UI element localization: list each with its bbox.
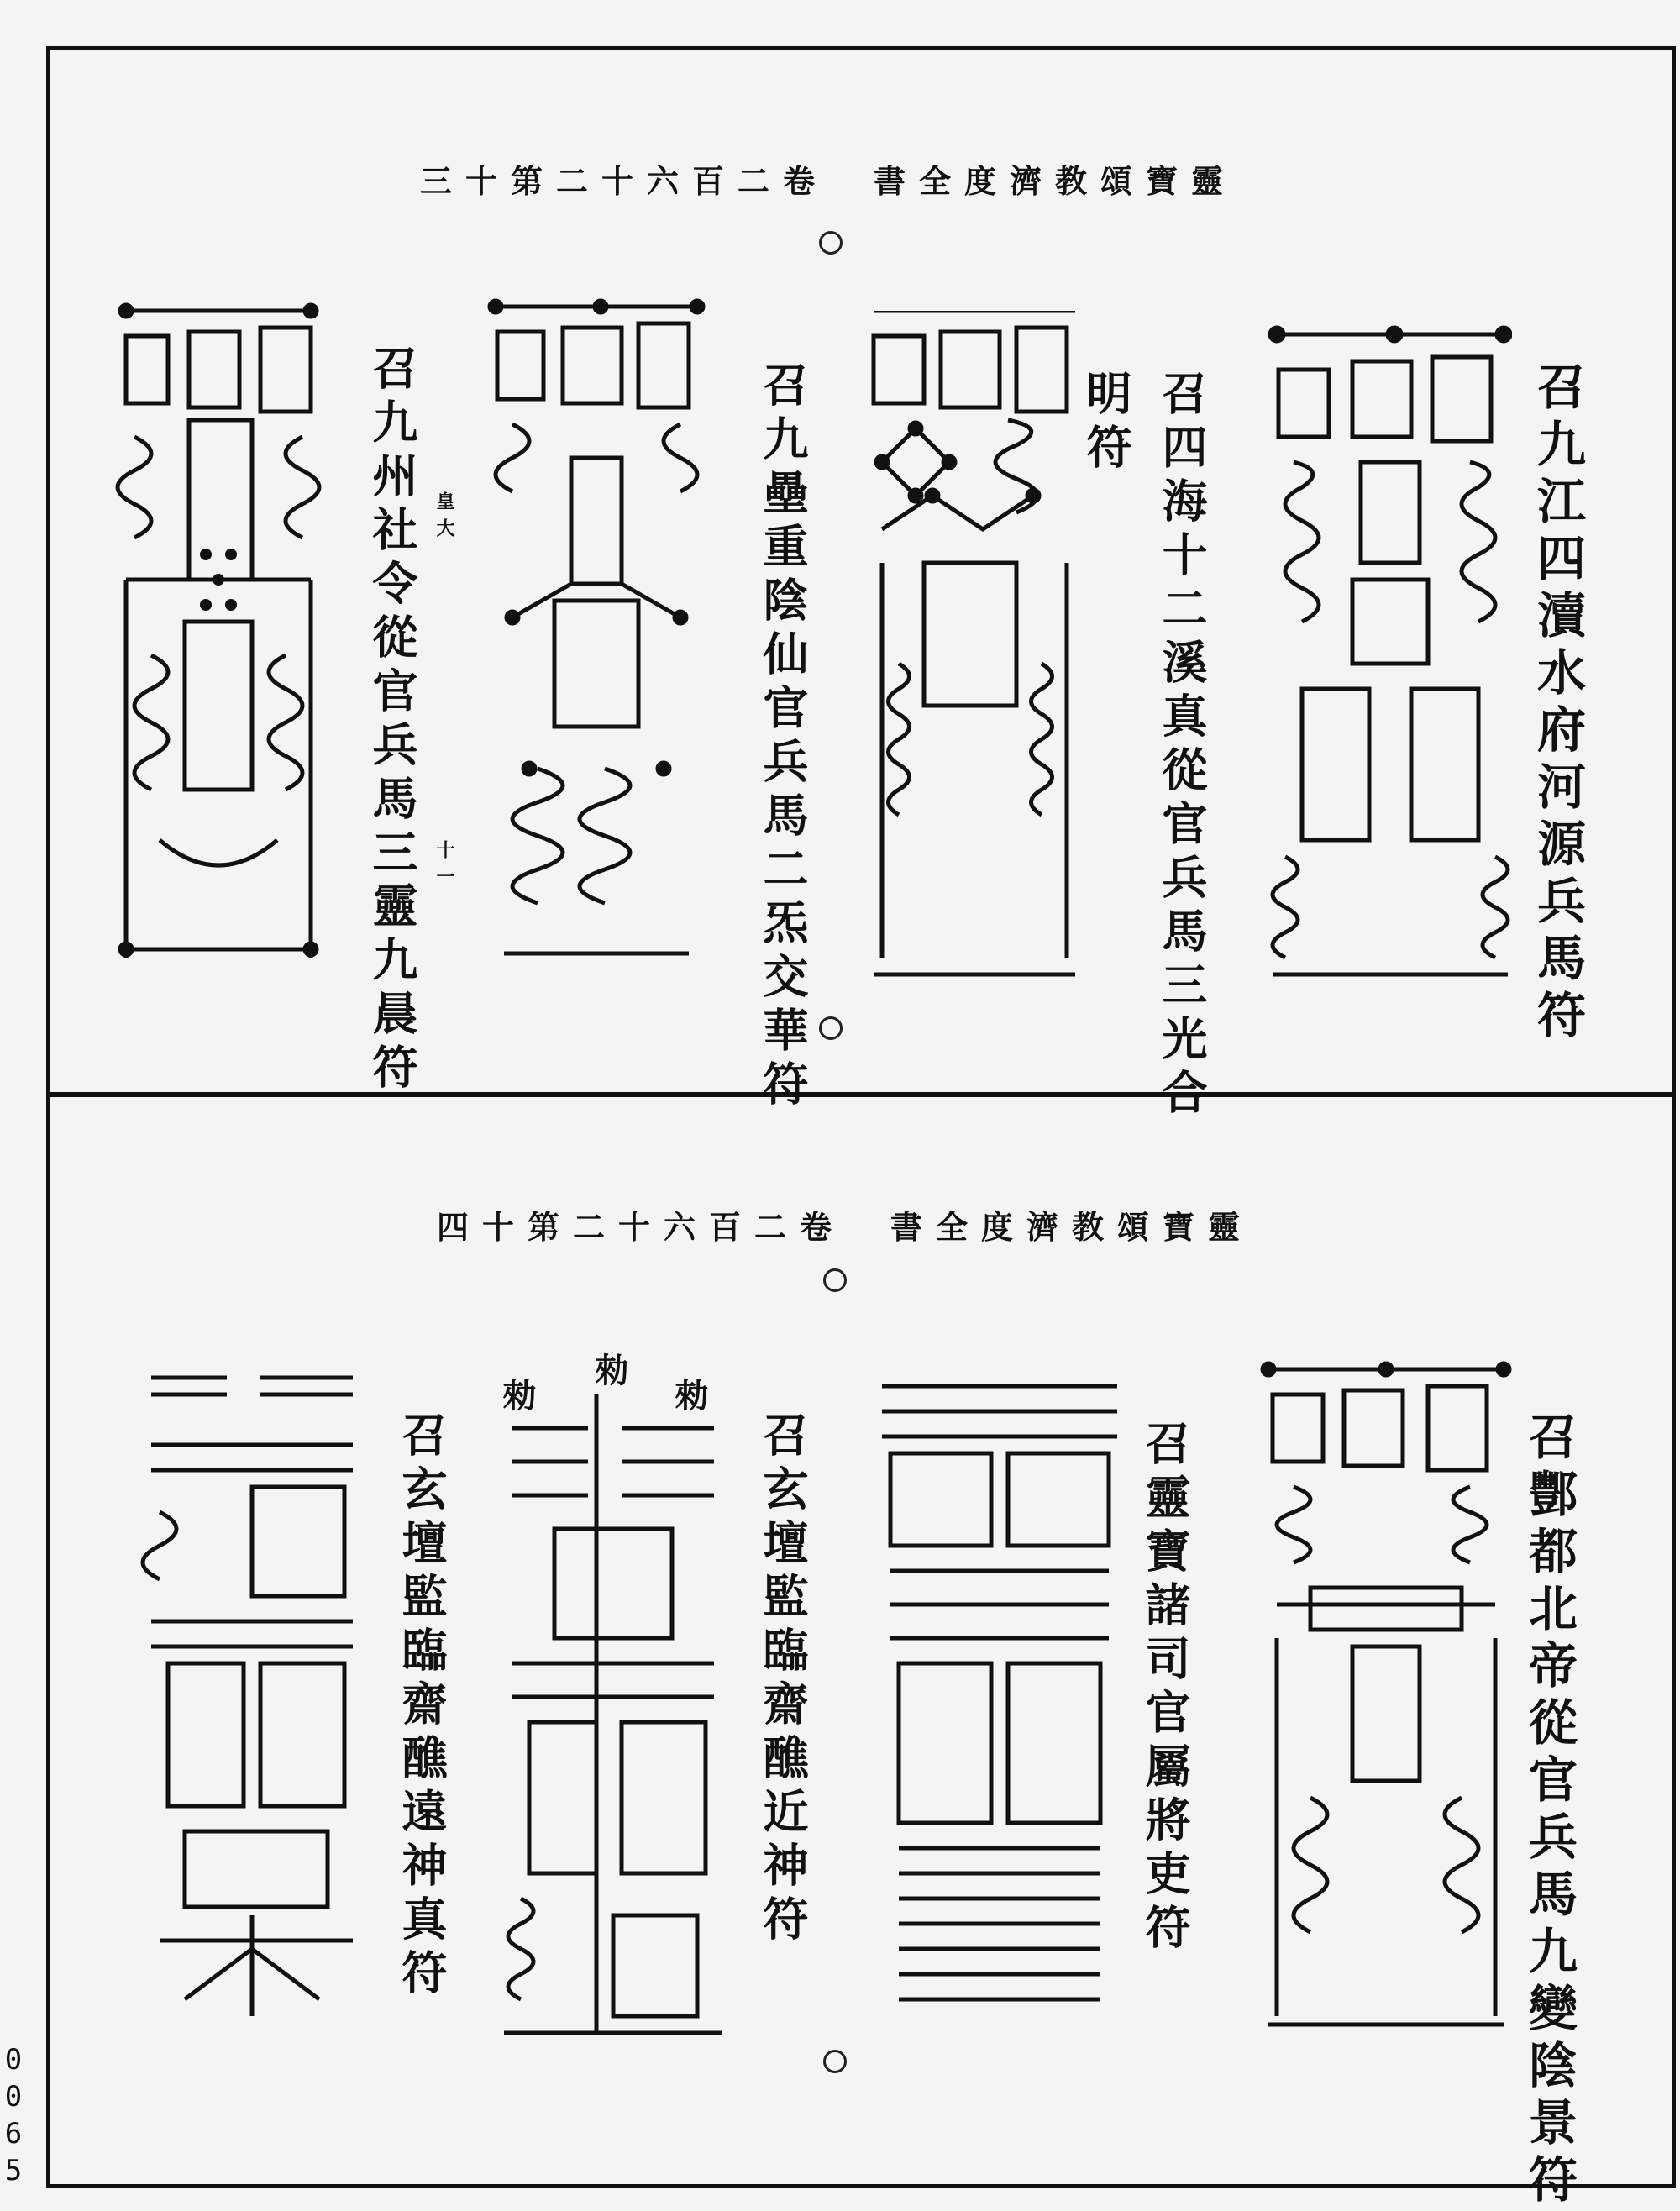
annotation-note: 皇大 [433, 491, 455, 545]
caption-nine-rivers: 召九江四瀆水府河源兵馬符 [1529, 361, 1586, 1047]
page-number-digit: 5 [4, 2154, 23, 2187]
page-divider [46, 1092, 1676, 1097]
caption-four-seas: 召四海十二溪真從官兵馬三光合 [1155, 370, 1209, 1122]
page-number-digit: 0 [4, 2080, 23, 2114]
talisman-seal-icon [874, 1361, 1126, 2033]
page-number-digit: 6 [4, 2117, 23, 2151]
caption-lingbao-officers: 召靈寶諸司官屬將吏符 [1138, 1420, 1192, 1957]
talisman-seal-icon [496, 1394, 731, 2041]
page-number [0, 2041, 27, 2189]
caption-nine-layers: 召九壘重陰仙官兵馬二炁交華符 [756, 361, 810, 1114]
annotation-note: 十一 [433, 840, 455, 894]
talisman-seal-icon [134, 1361, 370, 2025]
caption-far-spirits: 召玄壇監臨齋醮遠神真符 [395, 1411, 449, 2003]
talisman-seal-icon [487, 298, 706, 962]
caption-fengdu: 召酆都北帝從官兵馬九變陰景符 [1520, 1411, 1578, 2211]
caption-four-seas-cont: 明符 [1079, 370, 1133, 477]
binding-hole-icon [819, 231, 843, 255]
binding-hole-icon [823, 2050, 847, 2073]
talisman-seal-icon [109, 302, 328, 958]
talisman-seal-icon [865, 311, 1084, 983]
talisman-mark: 勑 [669, 1378, 709, 1420]
caption-near-spirits: 召玄壇監臨齋醮近神符 [756, 1411, 810, 1949]
caption-nine-provinces: 召九州社令從官兵馬三靈九晨符 [365, 344, 419, 1097]
top-running-header: 三十第二十六百二卷 書全度濟教頌寶靈 [420, 162, 1237, 200]
talisman-seal-icon [1260, 1361, 1512, 2033]
binding-hole-icon [823, 1268, 847, 1292]
page-number-digit: 0 [4, 2043, 23, 2077]
talisman-seal-icon [1268, 319, 1512, 983]
bottom-running-header: 四十第二十六百二卷 書全度濟教頌寶靈 [437, 1208, 1254, 1246]
binding-hole-icon [819, 1016, 843, 1040]
talisman-mark: 勑 [590, 1352, 629, 1394]
talisman-mark: 勑 [497, 1378, 537, 1420]
